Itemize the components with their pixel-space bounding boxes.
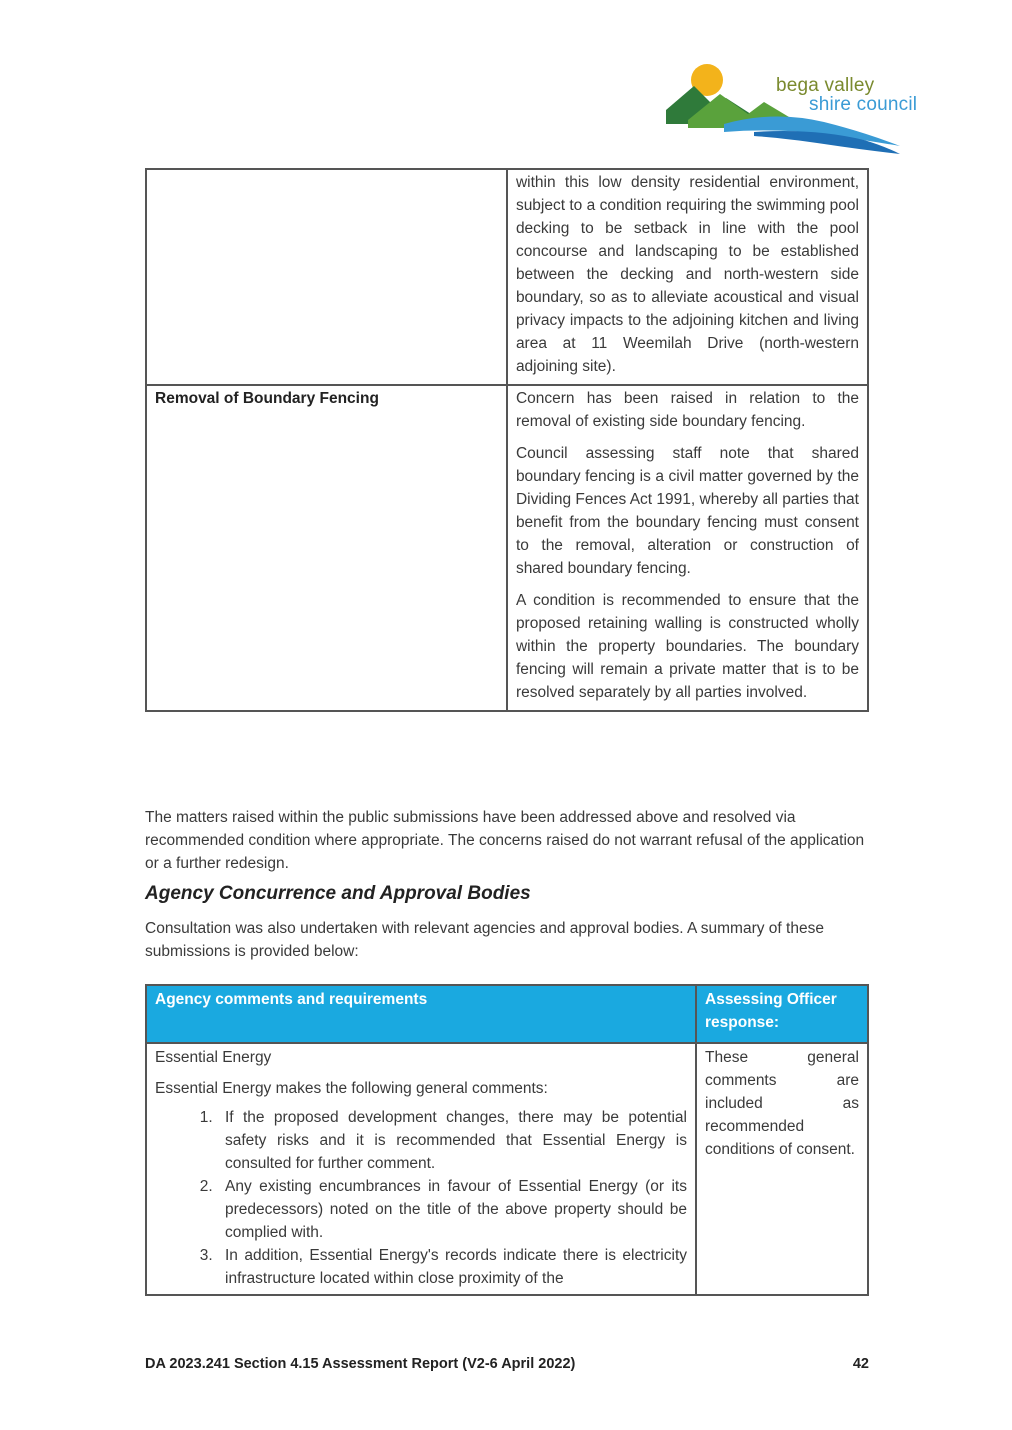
list-item: 1. If the proposed development changes, there may be potential safety risks and it is recommended that Essential Energy is consulted for further comment. xyxy=(217,1106,687,1175)
report-title: DA 2023.241 Section 4.15 Assessment Report (V2-6 April 2022) xyxy=(145,1356,576,1372)
body-paragraph: The matters raised within the public submissions have been addressed above and resolved via recommended condition where appropriate. The concerns raised do not warrant refusal of the application or a further redesign. xyxy=(145,809,865,872)
agency-cell xyxy=(146,1043,696,1295)
response-paragraph: Council assessing staff note that shared boundary fencing is a civil matter governed by the Dividing Fences Act 1991, whereby all parties that benefit from the boundary fencing must consent to the removal, alteration or construction of shared boundary fencing. xyxy=(515,445,859,577)
agency-intro: Essential Energy makes the following general comments: xyxy=(155,1080,548,1097)
logo-line-2: shire council xyxy=(809,94,918,115)
comment-list xyxy=(155,1106,687,1290)
table-row xyxy=(146,385,868,711)
column-header: Agency comments and requirements xyxy=(146,985,696,1043)
agency-table xyxy=(145,984,869,1296)
officer-response-cell xyxy=(696,1043,868,1295)
page-footer xyxy=(145,1356,869,1372)
response-paragraph: A condition is recommended to ensure that the proposed retaining walling is constructed wholly within the property boundaries. The boundary fencing will remain a private matter that is to be resolved separately by all parties involved. xyxy=(515,592,859,701)
page-number: 42 xyxy=(852,1356,869,1372)
column-header: Assessing Officer response: xyxy=(696,985,868,1043)
response-cell xyxy=(507,169,868,385)
submissions-table xyxy=(145,168,869,712)
body-paragraph: Consultation was also undertaken with relevant agencies and approval bodies. A summary of these submissions is provided below: xyxy=(145,920,824,960)
section-heading: Agency Concurrence and Approval Bodies xyxy=(145,883,531,904)
issue-cell xyxy=(146,169,507,385)
response-paragraph: Concern has been raised in relation to the removal of existing side boundary fencing. xyxy=(515,390,859,430)
response-cell xyxy=(507,385,868,711)
officer-response: These general comments are included as recommended conditions of consent. xyxy=(705,1049,859,1158)
agency-name: Essential Energy xyxy=(155,1049,272,1066)
response-text: within this low density residential environment, subject to a condition requiring the swimming pool decking to be setback in line with the pool concourse and landscaping to be established between the decking and north-western side boundary, so as to alleviate acoustical and visual privacy impacts to the adjoining kitchen and living area at 11 Weemilah Drive (north-western adjoining site). xyxy=(515,174,859,375)
table-row xyxy=(146,169,868,385)
table-header-row xyxy=(146,985,868,1043)
table-row xyxy=(146,1043,868,1295)
list-item: 3. In addition, Essential Energy's records indicate there is electricity infrastructure located within close proximity of the xyxy=(217,1244,687,1290)
issue-cell: Removal of Boundary Fencing xyxy=(146,385,507,711)
logo-line-1: bega valley xyxy=(776,75,875,96)
list-item: 2. Any existing encumbrances in favour of Essential Energy (or its predecessors) noted on the title of the above property should be complied with. xyxy=(217,1175,687,1244)
logo-wordmark xyxy=(776,76,917,114)
